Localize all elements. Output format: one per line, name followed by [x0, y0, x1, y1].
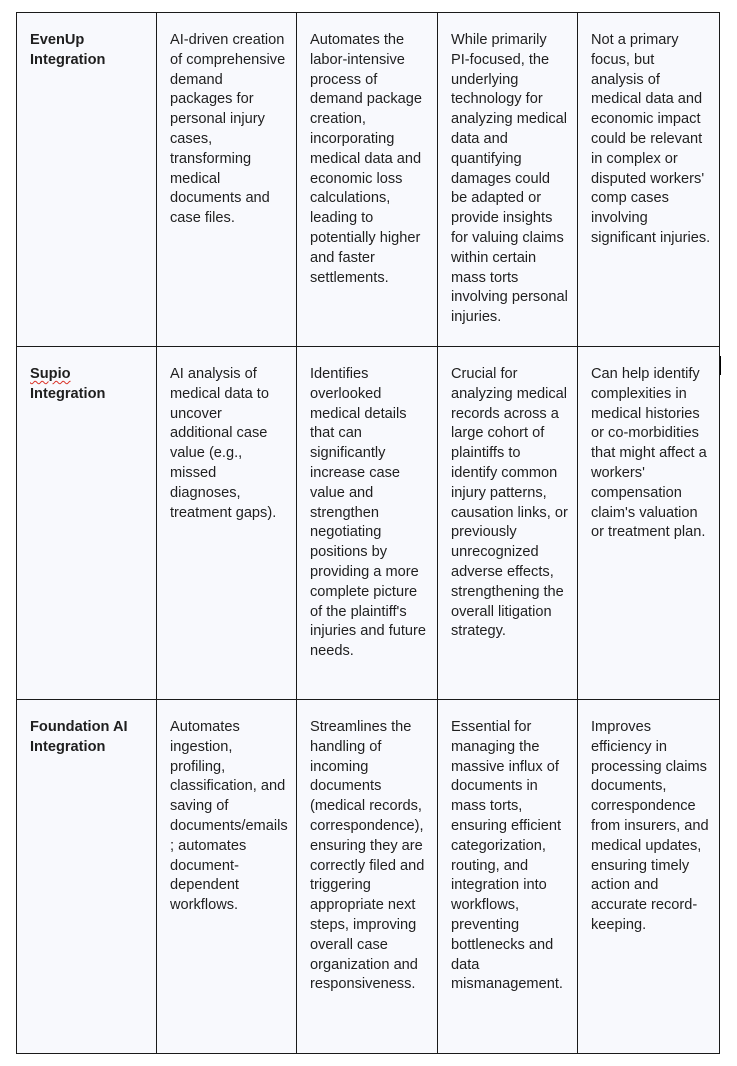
table-cell: Crucial for analyzing medical records across a large cohort of plaintiffs to identify common injury patterns, causation links, or previously unrecognized adverse effects, strengthening the overall litigation strategy.: [438, 347, 578, 700]
table-cell: Streamlines the handling of incoming documents (medical records, correspondence), ensuring they are correctly filed and triggering appropriate next steps, improving overall case organization and responsiveness.: [297, 700, 438, 1054]
table-cell: Not a primary focus, but analysis of medical data and economic impact could be relevant in complex or disputed workers' comp cases involving significant injuries.: [578, 13, 720, 347]
spellcheck-flagged-word: Supio: [30, 366, 71, 382]
row-header-evenup: [17, 13, 157, 347]
table-row: [17, 13, 720, 347]
table-cell: Essential for managing the massive influx of documents in mass torts, ensuring efficient categorization, routing, and integration into workflows, preventing bottlenecks and data mismanagement.: [438, 700, 578, 1054]
table-cell: Can help identify complexities in medical histories or co-morbidities that might affect a workers' compensation claim's valuation or treatment plan.: [578, 347, 720, 700]
table-row: [17, 700, 720, 1054]
table-cell: Improves efficiency in processing claims documents, correspondence from insurers, and medical updates, ensuring timely action and accurate record-keeping.: [578, 700, 720, 1054]
text-cursor: [720, 356, 721, 375]
table-cell: While primarily PI-focused, the underlying technology for analyzing medical data and quantifying damages could be adapted or provide insights for valuing claims within certain mass torts involving personal injuries.: [438, 13, 578, 347]
table-cell: Automates the labor-intensive process of demand package creation, incorporating medical data and economic loss calculations, leading to potentially higher and faster settlements.: [297, 13, 438, 347]
table-cell: Automates ingestion, profiling, classification, and saving of documents/emails; automates document-dependent workflows.: [157, 700, 297, 1054]
table-row: [17, 347, 720, 700]
row-header-supio: [17, 347, 157, 700]
row-header-label: Foundation AI Integration: [30, 719, 128, 755]
table-cell: AI analysis of medical data to uncover additional case value (e.g., missed diagnoses, treatment gaps).: [157, 347, 297, 700]
row-header-foundation-ai: [17, 700, 157, 1054]
table-cell: AI-driven creation of comprehensive demand packages for personal injury cases, transforming medical documents and case files.: [157, 13, 297, 347]
row-header-label: Integration: [30, 385, 106, 402]
row-header-label: EvenUp Integration: [30, 32, 106, 68]
integration-table: [16, 12, 720, 1054]
table-cell: Identifies overlooked medical details that can significantly increase case value and strengthen negotiating positions by providing a more complete picture of the plaintiff's injuries and future needs.: [297, 347, 438, 700]
